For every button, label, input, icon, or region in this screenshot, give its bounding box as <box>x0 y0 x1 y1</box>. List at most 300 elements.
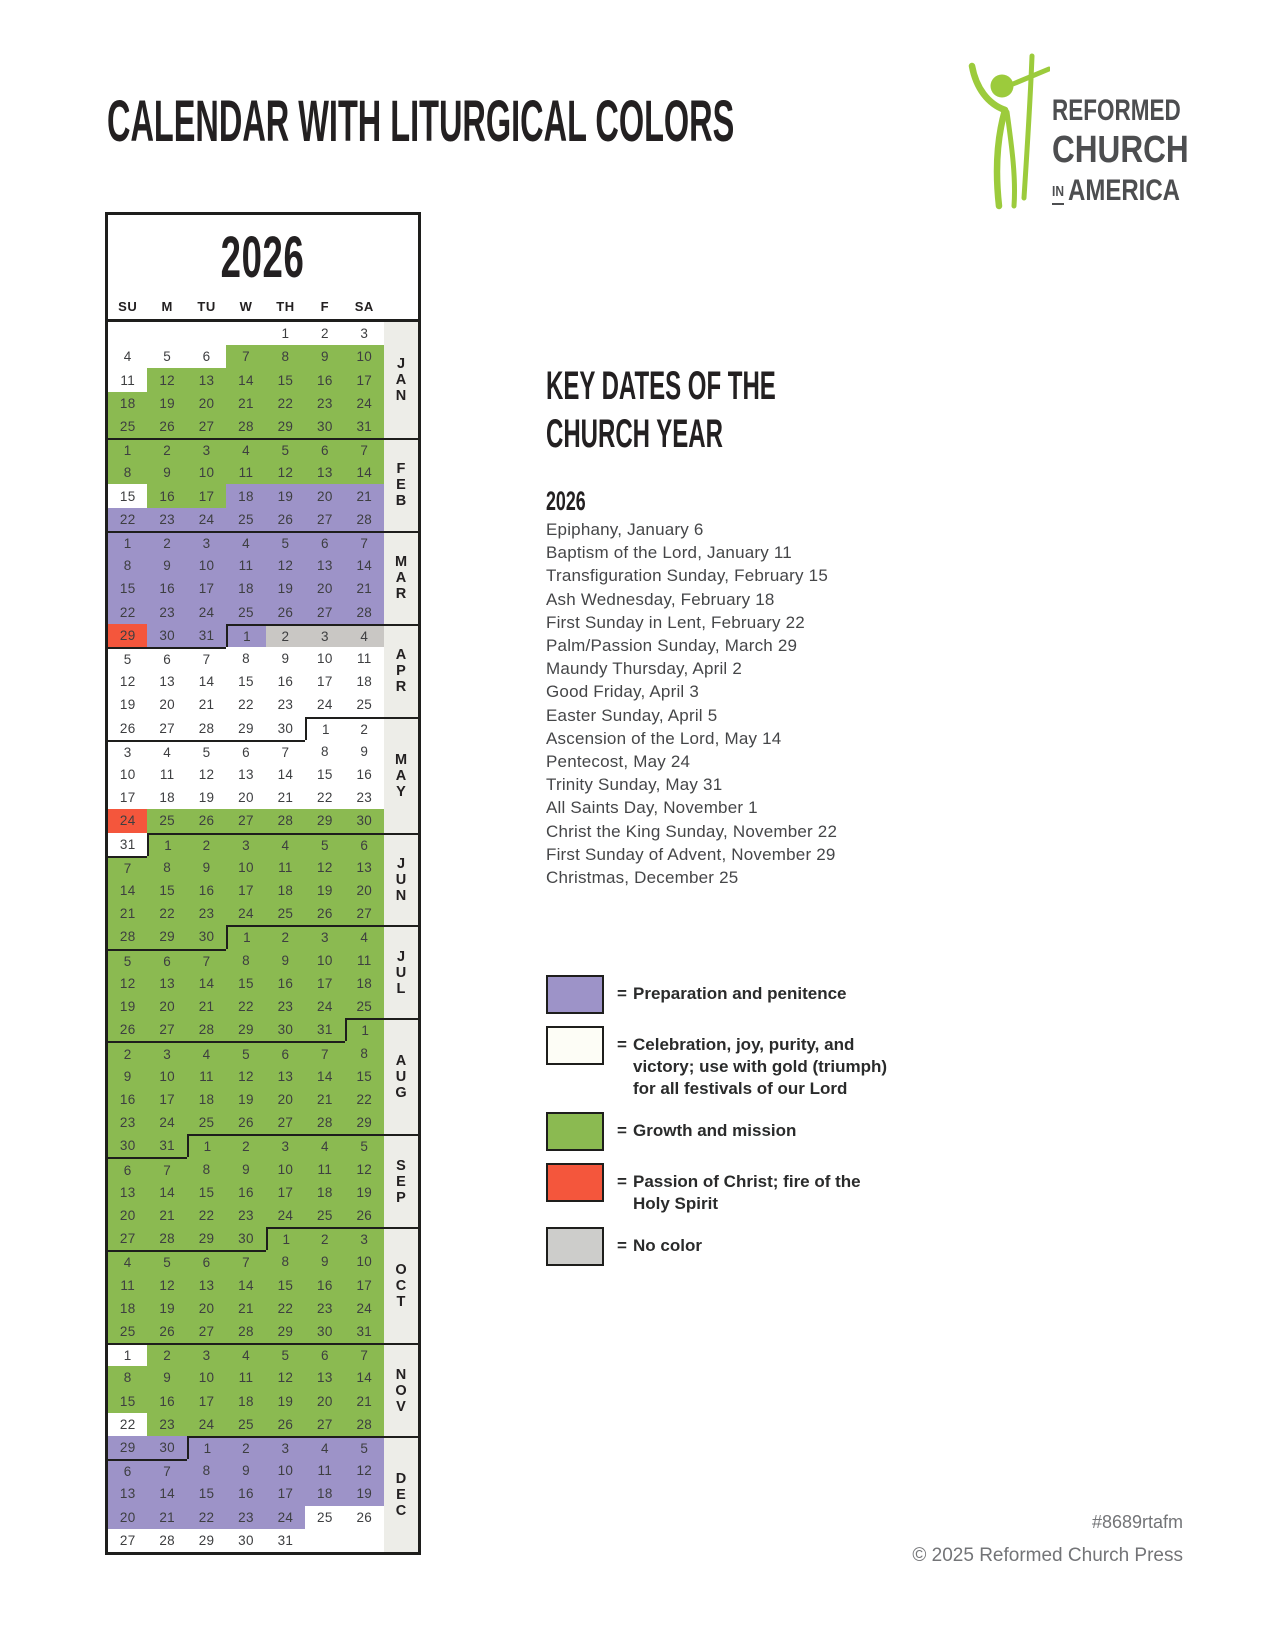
day-cell: 20 <box>305 577 344 600</box>
day-cell: 22 <box>266 1297 305 1320</box>
day-cell: 21 <box>147 1506 186 1529</box>
day-cell: 15 <box>345 1065 384 1088</box>
day-cell: 11 <box>226 554 265 577</box>
legend-label <box>617 975 847 1005</box>
day-cell <box>108 322 147 345</box>
day-cell: 27 <box>266 1111 305 1134</box>
equals-sign: = <box>617 1035 627 1054</box>
legend-swatch-white <box>546 1026 604 1065</box>
day-cell: 22 <box>108 1413 147 1436</box>
month-letter: M <box>394 554 408 571</box>
day-cell: 10 <box>147 1065 186 1088</box>
month-letter: Y <box>396 783 406 800</box>
day-cell: 1 <box>266 1227 305 1250</box>
day-cell: 21 <box>108 902 147 925</box>
day-cell: 23 <box>147 600 186 623</box>
day-cell: 12 <box>187 763 226 786</box>
day-header-cell: W <box>239 299 253 314</box>
day-cell: 23 <box>266 995 305 1018</box>
day-cell: 8 <box>305 740 344 763</box>
day-cell: 10 <box>187 1366 226 1389</box>
day-cell: 31 <box>345 415 384 438</box>
day-cell: 8 <box>226 949 265 972</box>
footer-copyright: © 2025 Reformed Church Press <box>912 1545 1183 1566</box>
day-cell: 7 <box>345 438 384 461</box>
legend-label-text: No color <box>633 1236 702 1255</box>
day-cell: 11 <box>266 856 305 879</box>
page-title: CALENDAR WITH LITURGICAL COLORS <box>107 89 735 154</box>
day-cell: 8 <box>345 1041 384 1064</box>
day-cell: 19 <box>266 1390 305 1413</box>
day-cell: 1 <box>345 1018 384 1041</box>
day-cell: 8 <box>266 1250 305 1273</box>
day-cell: 29 <box>187 1529 226 1552</box>
month-letter: E <box>396 1486 406 1503</box>
day-cell: 30 <box>266 1018 305 1041</box>
day-cell: 7 <box>345 531 384 554</box>
day-cell: 11 <box>147 763 186 786</box>
day-cell: 23 <box>226 1506 265 1529</box>
day-cell: 24 <box>305 693 344 716</box>
day-cell: 5 <box>266 531 305 554</box>
day-cell: 28 <box>345 600 384 623</box>
day-cell: 11 <box>226 461 265 484</box>
day-cell: 4 <box>345 624 384 647</box>
day-cell: 16 <box>187 879 226 902</box>
day-cell: 2 <box>147 531 186 554</box>
month-letter: R <box>395 586 407 603</box>
day-cell: 12 <box>226 1065 265 1088</box>
key-date-item: Pentecost, May 24 <box>546 752 691 772</box>
day-cell: 1 <box>266 322 305 345</box>
day-cell: 15 <box>266 368 305 391</box>
day-cell: 27 <box>305 1413 344 1436</box>
month-letter: J <box>396 948 406 965</box>
month-letter: E <box>396 477 406 494</box>
day-cell: 12 <box>108 670 147 693</box>
equals-sign: = <box>617 984 627 1003</box>
day-cell: 20 <box>266 1088 305 1111</box>
month-letter: N <box>395 1366 407 1383</box>
day-cell: 30 <box>147 1436 186 1459</box>
day-cell: 19 <box>345 1482 384 1505</box>
day-cell: 6 <box>147 949 186 972</box>
day-cell: 13 <box>266 1065 305 1088</box>
day-cell: 26 <box>147 415 186 438</box>
day-cell: 3 <box>226 833 265 856</box>
legend-label-text: Preparation and penitence <box>633 984 847 1003</box>
day-cell: 6 <box>226 740 265 763</box>
key-date-item: First Sunday of Advent, November 29 <box>546 844 836 864</box>
day-cell: 2 <box>266 925 305 948</box>
day-cell: 26 <box>305 902 344 925</box>
logo-head-dot <box>991 75 1014 98</box>
legend-item-gray <box>546 1227 1106 1266</box>
equals-sign: = <box>617 1236 627 1255</box>
day-cell: 25 <box>305 1506 344 1529</box>
day-cell: 3 <box>266 1436 305 1459</box>
day-cell: 21 <box>226 1297 265 1320</box>
day-cell: 2 <box>226 1134 265 1157</box>
day-cell: 27 <box>108 1529 147 1552</box>
day-cell: 25 <box>226 1413 265 1436</box>
day-cell: 26 <box>345 1204 384 1227</box>
month-label-oct <box>384 1227 418 1343</box>
day-cell: 12 <box>266 554 305 577</box>
month-label-nov <box>384 1343 418 1436</box>
logo-line-church: CHURCH <box>1052 129 1189 171</box>
day-cell: 6 <box>345 833 384 856</box>
day-cell: 13 <box>147 972 186 995</box>
day-cell: 26 <box>345 1506 384 1529</box>
day-cell: 23 <box>266 693 305 716</box>
day-cell: 23 <box>147 1413 186 1436</box>
day-cell: 4 <box>226 531 265 554</box>
day-cell: 14 <box>226 1274 265 1297</box>
month-letter: A <box>395 767 407 784</box>
day-cell: 27 <box>187 415 226 438</box>
day-cell: 2 <box>108 1041 147 1064</box>
day-cell: 28 <box>345 508 384 531</box>
day-cell: 1 <box>147 833 186 856</box>
key-date-item: Epiphany, January 6 <box>546 520 704 539</box>
day-cell: 20 <box>305 1390 344 1413</box>
day-cell: 18 <box>345 670 384 693</box>
day-cell: 18 <box>147 786 186 809</box>
day-cell: 9 <box>147 554 186 577</box>
logo-in-label: IN <box>1052 182 1064 205</box>
day-header-cell: SU <box>118 299 138 314</box>
day-cell: 12 <box>108 972 147 995</box>
day-cell: 13 <box>305 1366 344 1389</box>
day-cell: 24 <box>187 600 226 623</box>
day-cell: 10 <box>226 856 265 879</box>
month-letter: R <box>395 679 407 696</box>
day-cell: 31 <box>345 1320 384 1343</box>
day-cell: 7 <box>108 856 147 879</box>
day-cell: 30 <box>108 1134 147 1157</box>
day-cell: 4 <box>345 925 384 948</box>
key-date-item: Baptism of the Lord, January 11 <box>546 543 792 563</box>
day-cell: 15 <box>226 670 265 693</box>
color-legend <box>546 975 1106 1278</box>
day-cell: 4 <box>266 833 305 856</box>
day-cell: 31 <box>266 1529 305 1552</box>
day-cell: 24 <box>305 995 344 1018</box>
day-cell: 18 <box>226 484 265 507</box>
rca-figure-cross-icon <box>938 46 1050 211</box>
day-cell: 20 <box>305 484 344 507</box>
day-cell: 26 <box>108 717 147 740</box>
day-cell: 24 <box>266 1204 305 1227</box>
day-cell: 28 <box>305 1111 344 1134</box>
day-cell: 14 <box>187 972 226 995</box>
day-cell: 27 <box>187 1320 226 1343</box>
day-cell: 24 <box>108 809 147 832</box>
day-cell: 14 <box>266 763 305 786</box>
equals-sign: = <box>617 1172 627 1191</box>
day-cell: 21 <box>345 484 384 507</box>
day-cell: 24 <box>345 1297 384 1320</box>
day-cell: 26 <box>266 600 305 623</box>
legend-label <box>617 1026 887 1100</box>
key-date-item: All Saints Day, November 1 <box>546 798 758 818</box>
day-cell: 13 <box>147 670 186 693</box>
day-cell: 17 <box>226 879 265 902</box>
day-cell: 22 <box>187 1204 226 1227</box>
day-cell: 7 <box>187 949 226 972</box>
month-letter: P <box>396 663 406 680</box>
day-cell: 16 <box>305 1274 344 1297</box>
liturgical-calendar <box>105 212 421 1555</box>
day-cell: 23 <box>345 786 384 809</box>
day-cell: 13 <box>226 763 265 786</box>
month-letter: N <box>395 887 407 904</box>
day-cell: 21 <box>266 786 305 809</box>
day-cell: 25 <box>305 1204 344 1227</box>
day-cell: 18 <box>266 879 305 902</box>
day-cell: 30 <box>345 809 384 832</box>
day-cell: 9 <box>305 345 344 368</box>
day-cell: 23 <box>187 902 226 925</box>
day-cell: 20 <box>187 1297 226 1320</box>
day-cell: 15 <box>187 1482 226 1505</box>
day-cell: 10 <box>187 461 226 484</box>
day-cell: 31 <box>147 1134 186 1157</box>
day-cell: 6 <box>305 531 344 554</box>
day-cell: 8 <box>108 1366 147 1389</box>
day-cell: 28 <box>147 1227 186 1250</box>
rca-logo <box>938 46 1198 211</box>
day-cell: 19 <box>226 1088 265 1111</box>
day-cell: 29 <box>226 717 265 740</box>
day-cell: 16 <box>147 484 186 507</box>
day-cell: 26 <box>108 1018 147 1041</box>
month-letter: E <box>396 1173 406 1190</box>
key-date-item: Maundy Thursday, April 2 <box>546 659 742 679</box>
day-cell <box>147 322 186 345</box>
day-cell: 14 <box>226 368 265 391</box>
day-cell: 18 <box>187 1088 226 1111</box>
key-date-item: Good Friday, April 3 <box>546 682 699 702</box>
day-cell: 25 <box>345 693 384 716</box>
day-cell: 13 <box>305 554 344 577</box>
day-cell: 16 <box>305 368 344 391</box>
day-cell: 27 <box>345 902 384 925</box>
month-letter: N <box>395 388 407 405</box>
logo-america-label: AMERICA <box>1068 174 1180 207</box>
calendar-year <box>108 215 418 299</box>
month-letter: A <box>395 570 407 587</box>
day-cell: 30 <box>305 415 344 438</box>
legend-label-text: Celebration, joy, purity, and victory; use with gold (triumph) for all festivals of our Lord <box>633 1035 888 1098</box>
day-cell: 24 <box>345 392 384 415</box>
day-cell: 28 <box>345 1413 384 1436</box>
day-cell: 29 <box>147 925 186 948</box>
day-cell: 15 <box>305 763 344 786</box>
day-cell: 9 <box>266 647 305 670</box>
day-cell: 21 <box>187 693 226 716</box>
day-cell: 16 <box>266 670 305 693</box>
legend-label <box>617 1163 861 1215</box>
day-cell: 10 <box>266 1157 305 1180</box>
day-cell: 29 <box>266 1320 305 1343</box>
day-cell: 5 <box>305 833 344 856</box>
day-cell: 9 <box>147 461 186 484</box>
day-cell: 17 <box>345 368 384 391</box>
day-cell: 20 <box>108 1506 147 1529</box>
day-cell <box>187 322 226 345</box>
day-cell: 25 <box>345 995 384 1018</box>
logo-text <box>1052 94 1224 205</box>
day-cell: 4 <box>305 1436 344 1459</box>
day-cell: 1 <box>108 1343 147 1366</box>
month-letter: A <box>395 647 407 664</box>
day-cell: 14 <box>108 879 147 902</box>
day-cell: 8 <box>226 647 265 670</box>
day-cell: 19 <box>266 484 305 507</box>
day-cell: 28 <box>187 1018 226 1041</box>
day-cell: 21 <box>305 1088 344 1111</box>
day-cell: 22 <box>147 902 186 925</box>
day-cell: 17 <box>187 577 226 600</box>
day-cell: 2 <box>305 1227 344 1250</box>
day-cell: 29 <box>345 1111 384 1134</box>
day-cell: 10 <box>108 763 147 786</box>
day-cell: 15 <box>108 577 147 600</box>
day-cell: 7 <box>147 1157 186 1180</box>
day-cell: 8 <box>266 345 305 368</box>
month-letter: U <box>395 871 407 888</box>
day-cell: 8 <box>187 1157 226 1180</box>
day-cell: 13 <box>305 461 344 484</box>
day-cell: 12 <box>266 461 305 484</box>
month-letter: V <box>396 1398 406 1415</box>
month-letter: J <box>396 855 406 872</box>
day-cell: 30 <box>226 1529 265 1552</box>
logo-line-in-america <box>1052 174 1189 207</box>
day-cell: 18 <box>305 1482 344 1505</box>
day-cell: 11 <box>226 1366 265 1389</box>
day-cell: 11 <box>108 1274 147 1297</box>
day-cell: 15 <box>226 972 265 995</box>
month-label-mar <box>384 531 418 624</box>
day-cell: 16 <box>345 763 384 786</box>
legend-item-green <box>546 1112 1106 1151</box>
day-cell: 8 <box>108 554 147 577</box>
day-cell: 13 <box>108 1482 147 1505</box>
day-cell: 6 <box>305 438 344 461</box>
day-cell: 19 <box>108 995 147 1018</box>
day-cell: 26 <box>187 809 226 832</box>
day-cell: 22 <box>305 786 344 809</box>
day-cell: 23 <box>305 392 344 415</box>
day-cell: 17 <box>187 484 226 507</box>
day-cell: 18 <box>305 1181 344 1204</box>
day-cell: 1 <box>108 438 147 461</box>
month-letter: U <box>395 1069 407 1086</box>
day-cell: 14 <box>305 1065 344 1088</box>
day-cell: 21 <box>226 392 265 415</box>
equals-sign: = <box>617 1121 627 1140</box>
day-cell: 16 <box>108 1088 147 1111</box>
day-cell: 15 <box>108 484 147 507</box>
day-cell: 26 <box>147 1320 186 1343</box>
day-cell: 8 <box>108 461 147 484</box>
month-letter: D <box>395 1470 407 1487</box>
month-letter: P <box>396 1189 406 1206</box>
legend-swatch-purple <box>546 975 604 1014</box>
day-cell: 22 <box>345 1088 384 1111</box>
legend-label <box>617 1112 796 1142</box>
month-label-sep <box>384 1134 418 1227</box>
day-cell: 7 <box>226 1250 265 1273</box>
day-cell: 14 <box>187 670 226 693</box>
day-cell: 7 <box>187 647 226 670</box>
day-cell: 13 <box>187 368 226 391</box>
day-cell: 27 <box>108 1227 147 1250</box>
day-cell: 27 <box>305 508 344 531</box>
key-dates-heading-line1: KEY DATES OF THE <box>546 364 776 408</box>
day-cell: 5 <box>266 438 305 461</box>
day-cell: 1 <box>187 1436 226 1459</box>
day-cell: 5 <box>345 1134 384 1157</box>
day-cell: 6 <box>147 647 186 670</box>
key-dates-list <box>546 518 837 889</box>
day-cell: 19 <box>147 392 186 415</box>
day-cell: 5 <box>266 1343 305 1366</box>
day-cell: 22 <box>108 508 147 531</box>
day-cell: 27 <box>305 600 344 623</box>
day-cell: 12 <box>305 856 344 879</box>
day-cell: 25 <box>226 508 265 531</box>
day-cell: 10 <box>187 554 226 577</box>
day-cell: 3 <box>345 1227 384 1250</box>
day-cell: 17 <box>147 1088 186 1111</box>
day-cell: 22 <box>226 693 265 716</box>
day-cell: 15 <box>266 1274 305 1297</box>
day-cell: 28 <box>226 415 265 438</box>
day-cell: 28 <box>266 809 305 832</box>
day-cell: 29 <box>266 415 305 438</box>
day-cell: 2 <box>187 833 226 856</box>
day-cell: 4 <box>108 1250 147 1273</box>
day-cell: 13 <box>187 1274 226 1297</box>
day-cell: 4 <box>147 740 186 763</box>
day-cell: 25 <box>187 1111 226 1134</box>
day-cell: 17 <box>187 1390 226 1413</box>
day-cell: 17 <box>266 1181 305 1204</box>
day-cell: 7 <box>266 740 305 763</box>
day-cell: 17 <box>305 972 344 995</box>
day-cell: 7 <box>226 345 265 368</box>
day-cell: 6 <box>108 1459 147 1482</box>
day-cell <box>345 1529 384 1552</box>
day-cell: 16 <box>147 1390 186 1413</box>
day-cell: 10 <box>345 345 384 368</box>
day-cell: 30 <box>226 1227 265 1250</box>
day-cell: 8 <box>187 1459 226 1482</box>
day-cell: 28 <box>108 925 147 948</box>
legend-item-red <box>546 1163 1106 1215</box>
day-cell: 26 <box>226 1111 265 1134</box>
day-cell: 3 <box>187 438 226 461</box>
day-header-cell: M <box>161 299 173 314</box>
day-cell: 29 <box>187 1227 226 1250</box>
day-cell: 13 <box>345 856 384 879</box>
day-cell: 17 <box>345 1274 384 1297</box>
day-header-row <box>108 299 418 322</box>
